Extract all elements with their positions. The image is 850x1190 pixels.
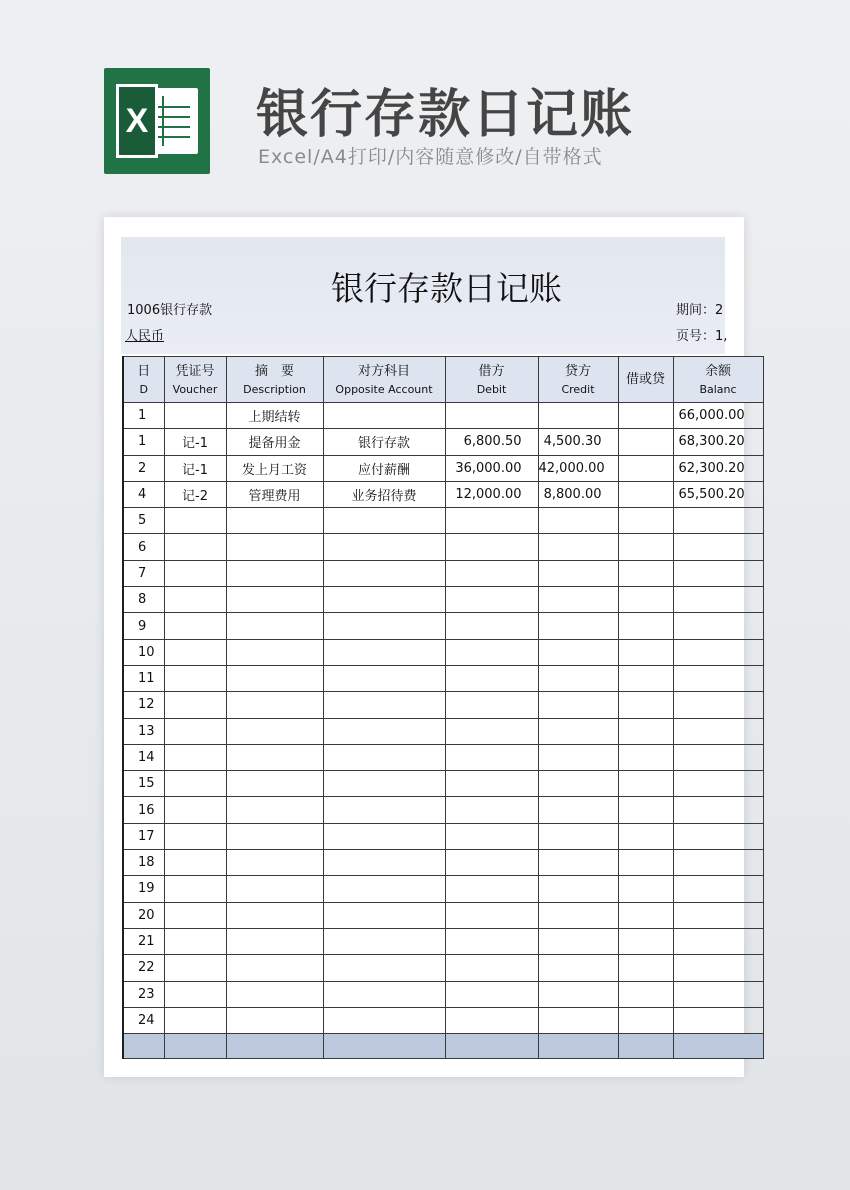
cell-credit[interactable] — [538, 850, 618, 876]
cell-description[interactable] — [226, 560, 323, 586]
cell-debit[interactable] — [445, 955, 538, 981]
cell-credit[interactable] — [538, 771, 618, 797]
cell-balance[interactable] — [673, 665, 763, 691]
cell-description[interactable] — [226, 850, 323, 876]
table-row[interactable] — [123, 429, 763, 455]
cell-voucher[interactable]: 记-2 — [164, 481, 226, 507]
sheet-title: 银行存款日记账 — [331, 269, 562, 308]
cell-day[interactable]: 15 — [123, 771, 164, 797]
cell-description[interactable] — [226, 1007, 323, 1033]
cell-description[interactable] — [226, 771, 323, 797]
column-header-en: D — [139, 382, 148, 396]
cell-voucher[interactable]: 记-1 — [164, 455, 226, 481]
cell-credit[interactable] — [538, 928, 618, 954]
column-header-en: Balanc — [699, 382, 737, 396]
cell-debit[interactable] — [445, 587, 538, 613]
cell-account[interactable] — [323, 850, 445, 876]
cell-debit[interactable] — [445, 665, 538, 691]
cell-credit[interactable] — [538, 744, 618, 770]
cell-voucher[interactable] — [164, 692, 226, 718]
cell-credit[interactable] — [538, 587, 618, 613]
cell-dc[interactable] — [618, 560, 673, 586]
cell-day[interactable]: 23 — [123, 981, 164, 1007]
cell-voucher[interactable] — [164, 1007, 226, 1033]
cell-balance[interactable]: 68,300.20 — [673, 429, 763, 455]
column-header-cn: 日 — [137, 363, 151, 379]
table-row[interactable] — [123, 613, 763, 639]
page-number-label: 页号：1, — [676, 329, 728, 344]
cell-account[interactable] — [323, 1007, 445, 1033]
cell-description[interactable] — [226, 823, 323, 849]
table-row[interactable] — [123, 981, 763, 1007]
cell-balance[interactable] — [673, 876, 763, 902]
cell-voucher[interactable] — [164, 613, 226, 639]
column-header-en: Voucher — [172, 382, 218, 396]
cell-balance[interactable]: 66,000.00 — [673, 403, 763, 429]
cell-debit[interactable] — [445, 560, 538, 586]
cell-description[interactable]: 发上月工资 — [226, 455, 323, 481]
cell-voucher[interactable] — [164, 639, 226, 665]
cell-account[interactable] — [323, 534, 445, 560]
table-footer-row — [123, 1034, 763, 1059]
table-row[interactable] — [123, 534, 763, 560]
cell-balance[interactable]: 65,500.20 — [673, 481, 763, 507]
column-header-cn: 凭证号 — [175, 363, 215, 379]
footer-cell — [445, 1034, 538, 1059]
table-row[interactable] — [123, 955, 763, 981]
table-row[interactable] — [123, 1007, 763, 1033]
cell-day[interactable]: 22 — [123, 955, 164, 981]
cell-voucher[interactable] — [164, 560, 226, 586]
cell-credit[interactable] — [538, 981, 618, 1007]
cell-balance[interactable] — [673, 928, 763, 954]
cell-voucher[interactable] — [164, 928, 226, 954]
table-row[interactable] — [123, 481, 763, 507]
cell-description[interactable] — [226, 981, 323, 1007]
cell-credit[interactable] — [538, 639, 618, 665]
cell-credit[interactable] — [538, 823, 618, 849]
cell-dc[interactable] — [618, 534, 673, 560]
column-header-en: Credit — [561, 382, 595, 396]
footer-cell — [538, 1034, 618, 1059]
cell-credit[interactable] — [538, 613, 618, 639]
cell-balance[interactable] — [673, 823, 763, 849]
table-row[interactable] — [123, 902, 763, 928]
column-header-en: Debit — [476, 382, 507, 396]
cell-balance[interactable] — [673, 1007, 763, 1033]
cell-dc[interactable] — [618, 692, 673, 718]
cell-debit[interactable] — [445, 613, 538, 639]
cell-dc[interactable] — [618, 587, 673, 613]
cell-voucher[interactable] — [164, 718, 226, 744]
table-row[interactable] — [123, 403, 763, 429]
column-header-debit-or-credit — [618, 357, 673, 403]
cell-day[interactable]: 1 — [123, 429, 164, 455]
cell-dc[interactable] — [618, 902, 673, 928]
ledger-table — [122, 356, 764, 1059]
cell-credit[interactable] — [538, 718, 618, 744]
footer-cell — [323, 1034, 445, 1059]
column-header-cn: 余额 — [704, 363, 731, 379]
cell-credit[interactable] — [538, 508, 618, 534]
cell-credit[interactable] — [538, 560, 618, 586]
cell-debit[interactable] — [445, 902, 538, 928]
cell-debit[interactable] — [445, 981, 538, 1007]
cell-description[interactable]: 管理费用 — [226, 481, 323, 507]
table-row[interactable] — [123, 823, 763, 849]
cell-voucher[interactable] — [164, 508, 226, 534]
cell-dc[interactable] — [618, 771, 673, 797]
cell-debit[interactable] — [445, 534, 538, 560]
cell-account[interactable] — [323, 902, 445, 928]
cell-day[interactable]: 11 — [123, 665, 164, 691]
cell-day[interactable]: 9 — [123, 613, 164, 639]
column-header-voucher — [164, 357, 226, 403]
cell-day[interactable]: 20 — [123, 902, 164, 928]
cell-voucher[interactable] — [164, 902, 226, 928]
cell-debit[interactable] — [445, 797, 538, 823]
cell-dc[interactable] — [618, 508, 673, 534]
cell-description[interactable] — [226, 928, 323, 954]
cell-balance[interactable] — [673, 692, 763, 718]
cell-description[interactable] — [226, 955, 323, 981]
cell-day[interactable]: 7 — [123, 560, 164, 586]
cell-day[interactable]: 1 — [123, 403, 164, 429]
cell-debit[interactable] — [445, 850, 538, 876]
cell-dc[interactable] — [618, 744, 673, 770]
cell-credit[interactable] — [538, 797, 618, 823]
footer-cell — [164, 1034, 226, 1059]
table-row[interactable] — [123, 455, 763, 481]
cell-account[interactable] — [323, 823, 445, 849]
cell-day[interactable]: 13 — [123, 718, 164, 744]
cell-voucher[interactable]: 记-1 — [164, 429, 226, 455]
cell-credit[interactable]: 4,500.30 — [538, 429, 618, 455]
column-header-day — [123, 357, 164, 403]
cell-description[interactable] — [226, 797, 323, 823]
cell-balance[interactable] — [673, 718, 763, 744]
table-row[interactable] — [123, 665, 763, 691]
cell-balance[interactable] — [673, 613, 763, 639]
table-row[interactable] — [123, 692, 763, 718]
cell-account[interactable] — [323, 560, 445, 586]
column-header-description — [226, 357, 323, 403]
page-title: 银行存款日记账 — [256, 85, 635, 145]
cell-dc[interactable] — [618, 1007, 673, 1033]
cell-dc[interactable] — [618, 639, 673, 665]
cell-account[interactable] — [323, 955, 445, 981]
table-row[interactable] — [123, 508, 763, 534]
cell-dc[interactable] — [618, 665, 673, 691]
table-row[interactable] — [123, 560, 763, 586]
cell-debit[interactable] — [445, 744, 538, 770]
table-row[interactable] — [123, 718, 763, 744]
cell-description[interactable] — [226, 639, 323, 665]
cell-credit[interactable] — [538, 955, 618, 981]
cell-account[interactable] — [323, 928, 445, 954]
cell-voucher[interactable] — [164, 981, 226, 1007]
cell-balance[interactable] — [673, 744, 763, 770]
cell-credit[interactable]: 8,800.00 — [538, 481, 618, 507]
cell-debit[interactable] — [445, 928, 538, 954]
cell-day[interactable]: 5 — [123, 508, 164, 534]
cell-voucher[interactable] — [164, 587, 226, 613]
cell-debit[interactable] — [445, 692, 538, 718]
cell-account[interactable] — [323, 744, 445, 770]
cell-account[interactable] — [323, 508, 445, 534]
cell-day[interactable]: 12 — [123, 692, 164, 718]
cell-debit[interactable] — [445, 876, 538, 902]
cell-voucher[interactable] — [164, 744, 226, 770]
cell-credit[interactable]: 42,000.00 — [538, 455, 618, 481]
cell-credit[interactable] — [538, 665, 618, 691]
cell-account[interactable] — [323, 587, 445, 613]
cell-credit[interactable] — [538, 534, 618, 560]
cell-credit[interactable] — [538, 876, 618, 902]
cell-dc[interactable] — [618, 613, 673, 639]
column-header-credit — [538, 357, 618, 403]
table-row[interactable] — [123, 639, 763, 665]
cell-voucher[interactable] — [164, 823, 226, 849]
cell-account[interactable]: 业务招待费 — [323, 481, 445, 507]
cell-account[interactable] — [323, 771, 445, 797]
cell-voucher[interactable] — [164, 850, 226, 876]
cell-balance[interactable] — [673, 797, 763, 823]
cell-dc[interactable] — [618, 403, 673, 429]
cell-credit[interactable] — [538, 403, 618, 429]
ledger-sheet — [121, 237, 745, 1060]
cell-account[interactable]: 银行存款 — [323, 429, 445, 455]
column-header-cn: 借方 — [478, 363, 505, 379]
cell-account[interactable] — [323, 797, 445, 823]
cell-balance[interactable] — [673, 902, 763, 928]
table-row[interactable] — [123, 744, 763, 770]
cell-voucher[interactable] — [164, 797, 226, 823]
cell-balance[interactable] — [673, 981, 763, 1007]
cell-account[interactable] — [323, 981, 445, 1007]
cell-debit[interactable]: 6,800.50 — [445, 429, 538, 455]
column-header-balance — [673, 357, 763, 403]
cell-day[interactable]: 24 — [123, 1007, 164, 1033]
cell-voucher[interactable] — [164, 665, 226, 691]
period-label: 期间：2 — [676, 303, 724, 318]
cell-description[interactable] — [226, 665, 323, 691]
cell-description[interactable] — [226, 613, 323, 639]
cell-dc[interactable] — [618, 928, 673, 954]
column-header-cn: 对方科目 — [357, 363, 410, 379]
cell-balance[interactable] — [673, 639, 763, 665]
cell-account[interactable] — [323, 692, 445, 718]
cell-voucher[interactable] — [164, 534, 226, 560]
cell-description[interactable] — [226, 692, 323, 718]
cell-dc[interactable] — [618, 823, 673, 849]
cell-description[interactable]: 上期结转 — [226, 403, 323, 429]
cell-debit[interactable] — [445, 508, 538, 534]
cell-day[interactable]: 19 — [123, 876, 164, 902]
page-subtitle: Excel/A4打印/内容随意修改/自带格式 — [258, 146, 603, 168]
cell-debit[interactable] — [445, 823, 538, 849]
cell-description[interactable] — [226, 902, 323, 928]
cell-debit[interactable] — [445, 639, 538, 665]
cell-voucher[interactable] — [164, 771, 226, 797]
cell-account[interactable]: 应付薪酬 — [323, 455, 445, 481]
cell-debit[interactable] — [445, 718, 538, 744]
cell-dc[interactable] — [618, 481, 673, 507]
cell-dc[interactable] — [618, 455, 673, 481]
cell-account[interactable] — [323, 613, 445, 639]
excel-logo-icon — [104, 68, 210, 174]
cell-dc[interactable] — [618, 718, 673, 744]
cell-day[interactable]: 17 — [123, 823, 164, 849]
cell-day[interactable]: 2 — [123, 455, 164, 481]
cell-balance[interactable]: 62,300.20 — [673, 455, 763, 481]
column-header-cn: 贷方 — [564, 363, 591, 379]
cell-debit[interactable] — [445, 771, 538, 797]
table-row[interactable] — [123, 587, 763, 613]
cell-voucher[interactable] — [164, 876, 226, 902]
table-row[interactable] — [123, 876, 763, 902]
column-header-debit — [445, 357, 538, 403]
cell-dc[interactable] — [618, 876, 673, 902]
cell-balance[interactable] — [673, 850, 763, 876]
cell-debit[interactable] — [445, 403, 538, 429]
cell-dc[interactable] — [618, 797, 673, 823]
cell-balance[interactable] — [673, 508, 763, 534]
table-row[interactable] — [123, 771, 763, 797]
currency-label: 人民币 — [125, 329, 165, 344]
column-header-opposite-account — [323, 357, 445, 403]
footer-cell — [226, 1034, 323, 1059]
cell-day[interactable]: 6 — [123, 534, 164, 560]
cell-balance[interactable] — [673, 955, 763, 981]
cell-balance[interactable] — [673, 771, 763, 797]
cell-day[interactable]: 14 — [123, 744, 164, 770]
cell-account[interactable] — [323, 876, 445, 902]
footer-cell — [618, 1034, 673, 1059]
cell-credit[interactable] — [538, 692, 618, 718]
cell-description[interactable]: 提备用金 — [226, 429, 323, 455]
cell-voucher[interactable] — [164, 403, 226, 429]
cell-balance[interactable] — [673, 560, 763, 586]
cell-account[interactable] — [323, 639, 445, 665]
cell-day[interactable]: 16 — [123, 797, 164, 823]
table-header-row — [123, 357, 763, 403]
cell-description[interactable] — [226, 718, 323, 744]
document-preview-card — [104, 217, 744, 1077]
cell-description[interactable] — [226, 508, 323, 534]
cell-day[interactable]: 8 — [123, 587, 164, 613]
cell-account[interactable] — [323, 718, 445, 744]
cell-description[interactable] — [226, 587, 323, 613]
cell-dc[interactable] — [618, 429, 673, 455]
account-label: 1006银行存款 — [127, 303, 213, 318]
table-row[interactable] — [123, 850, 763, 876]
cell-balance[interactable] — [673, 534, 763, 560]
cell-dc[interactable] — [618, 955, 673, 981]
cell-debit[interactable] — [445, 1007, 538, 1033]
cell-description[interactable] — [226, 534, 323, 560]
cell-account[interactable] — [323, 665, 445, 691]
cell-credit[interactable] — [538, 902, 618, 928]
footer-cell — [123, 1034, 164, 1059]
cell-day[interactable]: 10 — [123, 639, 164, 665]
cell-day[interactable]: 18 — [123, 850, 164, 876]
column-header-en: Description — [243, 382, 306, 396]
table-row[interactable] — [123, 928, 763, 954]
excel-x-mark: X — [116, 84, 158, 158]
cell-day[interactable]: 4 — [123, 481, 164, 507]
cell-description[interactable] — [226, 876, 323, 902]
cell-description[interactable] — [226, 744, 323, 770]
cell-credit[interactable] — [538, 1007, 618, 1033]
cell-balance[interactable] — [673, 587, 763, 613]
table-row[interactable] — [123, 797, 763, 823]
column-header-cn: 摘 要 — [254, 363, 294, 379]
cell-debit[interactable]: 12,000.00 — [445, 481, 538, 507]
cell-day[interactable]: 21 — [123, 928, 164, 954]
cell-debit[interactable]: 36,000.00 — [445, 455, 538, 481]
cell-voucher[interactable] — [164, 955, 226, 981]
column-header-cn: 借或贷 — [625, 371, 665, 387]
cell-dc[interactable] — [618, 981, 673, 1007]
column-header-en: Opposite Account — [335, 382, 433, 396]
footer-cell — [673, 1034, 763, 1059]
cell-dc[interactable] — [618, 850, 673, 876]
cell-account[interactable] — [323, 403, 445, 429]
